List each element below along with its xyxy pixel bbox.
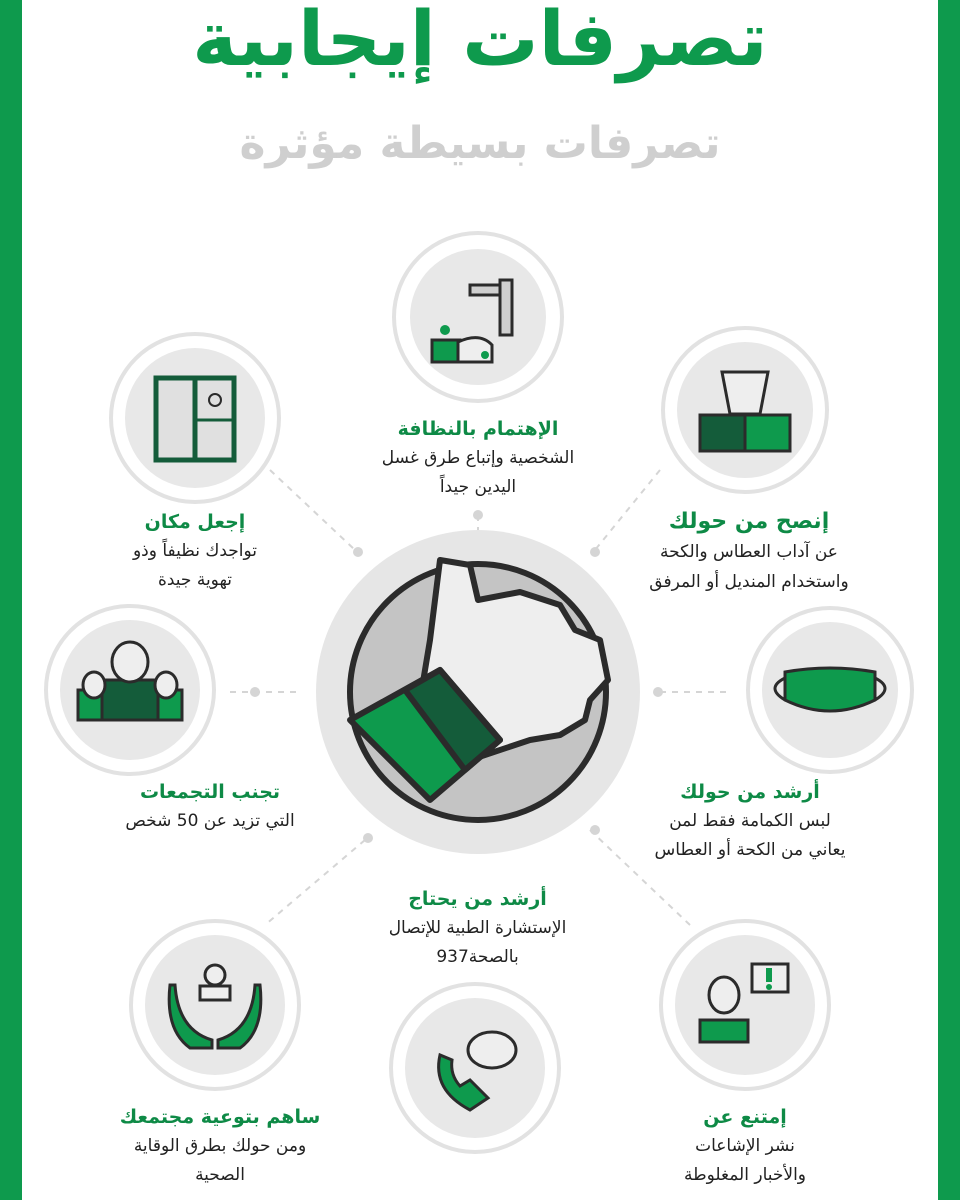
face-mask-icon — [748, 608, 912, 772]
item-mask-guidance — [620, 778, 880, 866]
item-heading: أرشد من حولك — [680, 781, 820, 803]
item-heading: أرشد من يحتاج — [408, 888, 547, 910]
item-medical-consultation — [345, 885, 610, 973]
item-line2: يعاني من الكحة أو العطاس — [654, 840, 846, 861]
item-line2: بالصحة937 — [436, 947, 519, 968]
item-line1: عن آداب العطاس والكحة — [660, 542, 838, 562]
item-sneeze-etiquette — [618, 505, 880, 598]
item-heading: إجعل مكان — [144, 511, 246, 533]
page-subtitle: تصرفات بسيطة مؤثرة — [239, 118, 721, 169]
crowd-icon — [46, 606, 214, 774]
item-heading: تجنب التجمعات — [139, 781, 281, 803]
item-line1: الإستشارة الطبية للإتصال — [388, 917, 567, 938]
thumbs-up-icon — [316, 530, 640, 854]
page-title: تصرفات إيجابية — [192, 0, 768, 83]
item-line1: الشخصية وإتباع طرق غسل — [381, 447, 575, 468]
item-line2: الصحية — [195, 1165, 245, 1186]
tissue-box-icon — [663, 328, 827, 492]
handwashing-icon — [394, 233, 562, 401]
rumor-warning-icon — [661, 921, 829, 1089]
item-line1: نشر الإشاعات — [695, 1135, 795, 1156]
item-avoid-gatherings — [75, 778, 345, 836]
item-heading: الإهتمام بالنظافة — [397, 418, 559, 440]
item-line2: والأخبار المغلوطة — [683, 1165, 807, 1186]
phone-call-icon — [391, 984, 559, 1152]
item-line1: ومن حولك بطرق الوقاية — [133, 1135, 307, 1156]
item-community-awareness — [75, 1103, 365, 1191]
item-heading: ساهم بتوعية مجتمعك — [119, 1106, 321, 1128]
community-hands-icon — [131, 921, 299, 1089]
item-clean-place — [90, 508, 300, 596]
window-icon — [111, 334, 279, 502]
item-line1: لبس الكمامة فقط لمن — [669, 810, 831, 831]
item-line2: واستخدام المنديل أو المرفق — [649, 571, 849, 592]
item-line1: تواجدك نظيفاً وذو — [132, 540, 258, 561]
item-hygiene — [340, 415, 616, 503]
item-heading: إنصح من حولك — [668, 509, 830, 534]
item-line2: اليدين جيداً — [439, 477, 517, 498]
item-no-rumors — [640, 1103, 850, 1191]
item-heading: إمتنع عن — [703, 1106, 787, 1128]
item-line2: تهوية جيدة — [157, 570, 233, 591]
item-line1: التي تزيد عن 50 شخص — [125, 810, 295, 831]
